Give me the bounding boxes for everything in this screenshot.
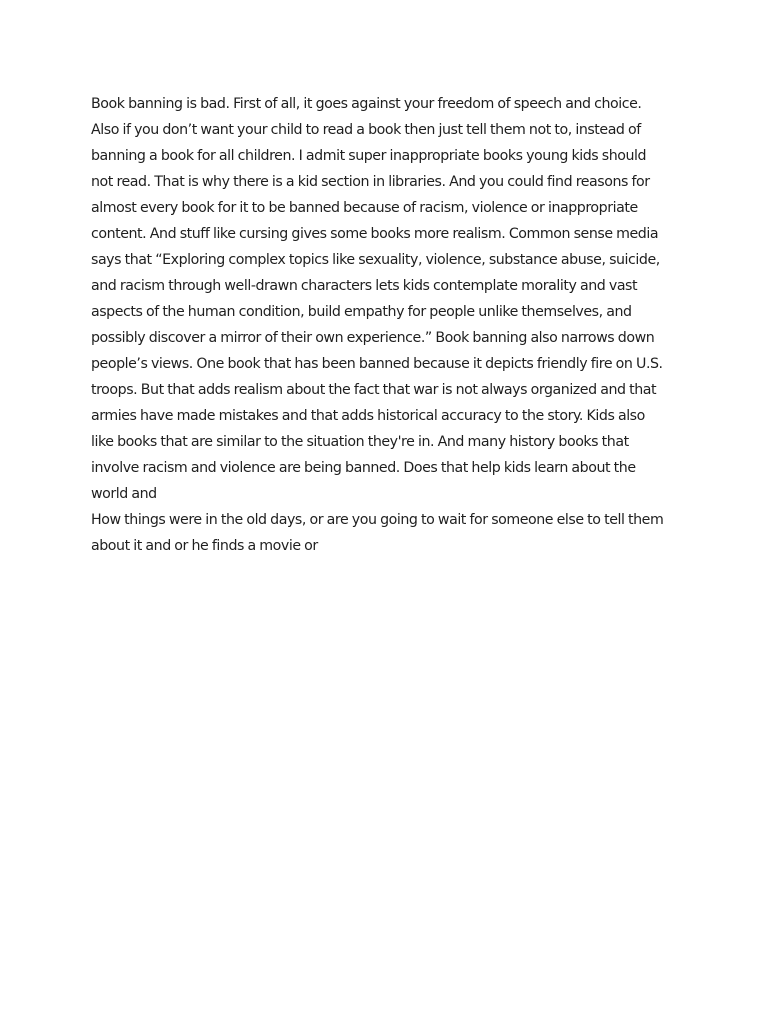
- essay-text: [91, 91, 691, 559]
- text-line: world and: [91, 486, 157, 502]
- text-line: content. And stuff like cursing gives some books more realism. Common sense media: [91, 226, 659, 242]
- text-line: not read. That is why there is a kid section in libraries. And you could find reasons for: [91, 174, 650, 190]
- text-line: almost every book for it to be banned because of racism, violence or inappropriate: [91, 200, 638, 216]
- text-line: and racism through well-drawn characters lets kids contemplate morality and vast: [91, 278, 638, 294]
- text-line: involve racism and violence are being banned. Does that help kids learn about the: [91, 460, 636, 476]
- text-line: Book banning is bad. First of all, it goes against your freedom of speech and choice.: [91, 96, 642, 112]
- text-line: troops. But that adds realism about the fact that war is not always organized and that: [91, 382, 657, 398]
- text-line: banning a book for all children. I admit super inappropriate books young kids should: [91, 148, 647, 164]
- text-line: possibly discover a mirror of their own experience.” Book banning also narrows down: [91, 330, 655, 346]
- text-line: How things were in the old days, or are you going to wait for someone else to tell them: [91, 512, 664, 528]
- text-line: about it and or he finds a movie or: [91, 538, 318, 554]
- text-line: like books that are similar to the situation they're in. And many history books that: [91, 434, 629, 450]
- text-line: people’s views. One book that has been banned because it depicts friendly fire on U.S.: [91, 356, 663, 372]
- text-line: says that “Exploring complex topics like sexuality, violence, substance abuse, suicide,: [91, 252, 660, 268]
- text-line: aspects of the human condition, build empathy for people unlike themselves, and: [91, 304, 632, 320]
- text-line: Also if you don’t want your child to read a book then just tell them not to, instead of: [91, 122, 641, 138]
- text-line: armies have made mistakes and that adds historical accuracy to the story. Kids also: [91, 408, 645, 424]
